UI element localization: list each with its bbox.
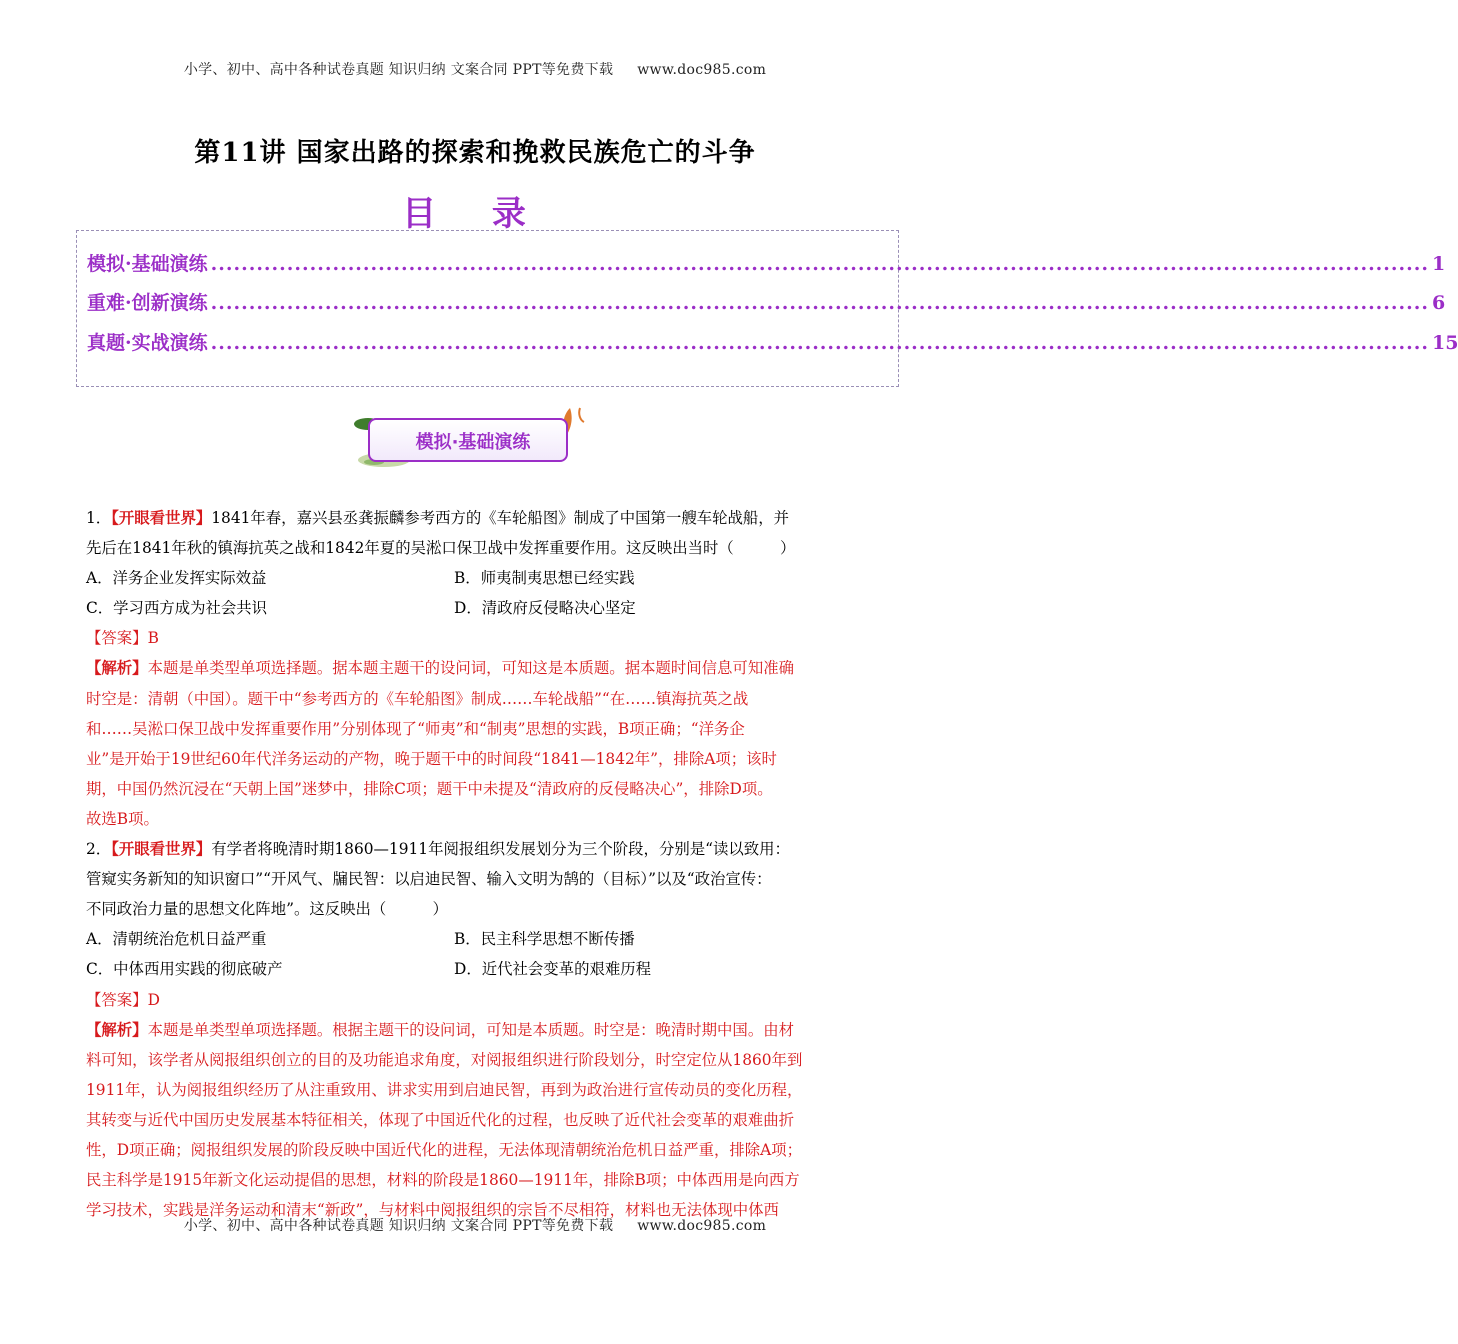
question-stem-line	[86, 503, 881, 533]
toc-item-innovation[interactable]	[87, 288, 1446, 318]
option-row	[86, 954, 881, 984]
toc-item-label: 真题·实战演练	[87, 332, 208, 354]
analysis-tag: 【解析】	[86, 659, 148, 678]
analysis-line: 性，D项正确；阅报组织发展的阶段反映中国近代化的进程，无法体现清朝统治危机日益严重，排除A项；	[86, 1140, 803, 1159]
analysis-text: 本题是单类型单项选择题。据本题主题干的设问词，可知这是本质题。据本题时间信息可知准确	[147, 659, 794, 678]
analysis-line: 和……吴淞口保卫战中发挥重要作用”分别体现了“师夷”和“制夷”思想的实践，B项正确；“洋务企	[86, 719, 745, 738]
toc-leader-dots: ................................................................................................................................................................	[210, 253, 1429, 275]
analysis-tag: 【解析】	[86, 1020, 148, 1039]
page-footer	[0, 1215, 950, 1235]
header-site-link[interactable]: www.doc985.com	[637, 62, 767, 78]
footer-text: 小学、初中、高中各种试卷真题 知识归纳 文案合同 PPT等免费下载	[183, 1218, 614, 1234]
header-text: 小学、初中、高中各种试卷真题 知识归纳 文案合同 PPT等免费下载	[183, 62, 614, 78]
footer-site-link[interactable]: www.doc985.com	[637, 1218, 767, 1234]
option-c[interactable]: C．中体西用实践的彻底破产	[86, 960, 283, 979]
option-row	[86, 593, 881, 623]
toc-item-basic[interactable]	[87, 249, 1446, 279]
analysis-line: 期，中国仍然沉浸在“天朝上国”迷梦中，排除C项；题干中未提及“清政府的反侵略决心”，排除D项。	[86, 779, 773, 798]
document-title: 第11讲 国家出路的探索和挽救民族危亡的斗争	[194, 138, 756, 168]
toc-heading: 目 录	[402, 194, 548, 234]
option-row	[86, 924, 881, 954]
option-b[interactable]: B．民主科学思想不断传播	[454, 930, 635, 949]
analysis-line: 民主科学是1915年新文化运动提倡的思想，材料的阶段是1860—1911年，排除B项；中体西用是向西方	[86, 1171, 800, 1190]
table-of-contents	[76, 230, 1458, 387]
question-stem-line	[86, 834, 881, 864]
question-item-1	[86, 503, 881, 834]
question-stem: 有学者将晚清时期1860—1911年阅报组织发展划分为三个阶段，分别是“读以致用：	[211, 840, 790, 859]
analysis-line: 1911年，认为阅报组织经历了从注重致用、讲求实用到启迪民智，再到为政治进行宣传动员的变化历程，	[86, 1080, 803, 1099]
analysis-line	[86, 653, 881, 683]
option-c[interactable]: C．学习西方成为社会共识	[86, 599, 268, 618]
option-d[interactable]: D．近代社会变革的艰难历程	[454, 960, 652, 979]
analysis-line: 料可知，该学者从阅报组织创立的目的及功能追求角度，对阅报组织进行阶段划分，时空定位从1860年到	[86, 1050, 803, 1069]
analysis-text: 本题是单类型单项选择题。根据主题干的设问词，可知是本质题。时空是：晚清时期中国。由材	[147, 1020, 794, 1039]
question-stem-line: 管窥实务新知的知识窗口”“开风气、牖民智：以启迪民智、输入文明为鹄的（目标）”以及“政治宣传：	[86, 870, 772, 889]
analysis-line: 业”是开始于19世纪60年代洋务运动的产物，晚于题干中的时间段“1841—1842年”，排除A项；该时	[86, 749, 777, 768]
option-d[interactable]: D．清政府反侵略决心坚定	[454, 599, 636, 618]
toc-item-label: 模拟·基础演练	[87, 253, 208, 275]
question-item-2	[86, 834, 881, 1225]
toc-leader-dots: ................................................................................................................................................................	[210, 292, 1429, 314]
option-b[interactable]: B．师夷制夷思想已经实践	[454, 569, 635, 588]
question-number: 2．	[86, 840, 112, 859]
option-a[interactable]: A．洋务企业发挥实际效益	[86, 569, 267, 588]
answer-line: 【答案】B	[86, 629, 159, 648]
question-number: 1．	[86, 509, 112, 527]
analysis-line: 故选B项。	[86, 809, 159, 828]
section-banner	[348, 402, 598, 476]
analysis-line: 其转变与近代中国历史发展基本特征相关，体现了中国近代化的过程，也反映了近代社会变革的艰难曲折	[86, 1110, 794, 1129]
question-tag: 【开眼看世界】	[111, 509, 212, 527]
question-list	[86, 503, 881, 1225]
banner-label: 模拟·基础演练	[415, 432, 531, 453]
analysis-line: 学习技术，实践是洋务运动和清末“新政”，与材料中阅报组织的宗旨不尽相符，材料也无法体现中体西	[86, 1201, 779, 1220]
option-a[interactable]: A．清朝统治危机日益严重	[86, 930, 267, 949]
toc-leader-dots: ................................................................................................................................................................	[210, 332, 1429, 354]
toc-item-page: 15	[1431, 332, 1458, 354]
toc-item-label: 重难·创新演练	[87, 292, 208, 314]
question-tag: 【开眼看世界】	[111, 840, 212, 859]
option-row	[86, 563, 881, 593]
question-stem-line: 先后在1841年秋的镇海抗英之战和1842年夏的吴淞口保卫战中发挥重要作用。这反映出当时（ ）	[86, 539, 796, 558]
toc-item-page: 1	[1431, 253, 1446, 275]
question-stem: 1841年春，嘉兴县丞龚振麟参考西方的《车轮船图》制成了中国第一艘车轮战船，并	[211, 509, 790, 527]
question-stem-line: 不同政治力量的思想文化阵地”。这反映出（ ）	[86, 900, 448, 919]
answer-line: 【答案】D	[86, 990, 160, 1009]
toc-item-page: 6	[1431, 292, 1446, 314]
toc-item-real-exam[interactable]	[87, 328, 1458, 358]
analysis-line	[86, 1015, 881, 1045]
page-header	[0, 59, 950, 79]
analysis-line: 时空是：清朝（中国）。题干中“参考西方的《车轮船图》制成……车轮战船”“在……镇海抗英之战	[86, 689, 749, 708]
